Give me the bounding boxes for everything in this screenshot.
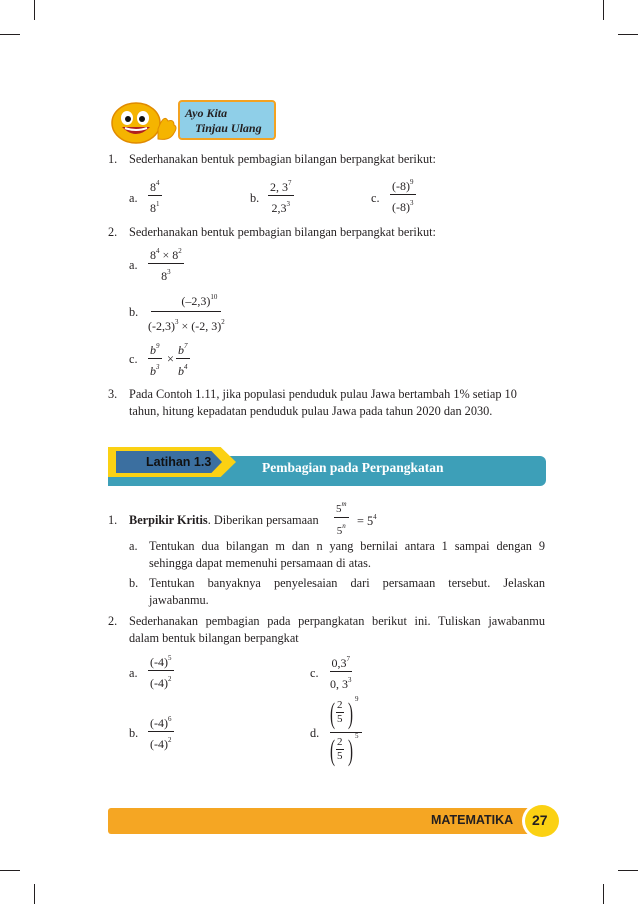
item-text: jawabanmu. (149, 593, 209, 607)
times-sign: × (181, 319, 189, 333)
item-label: d. (310, 726, 320, 740)
fraction (148, 339, 162, 378)
exponent: 3 (348, 676, 352, 684)
item-label: b. (250, 191, 260, 205)
fraction (268, 176, 294, 215)
badge-line2: Tinjau Ulang (195, 121, 262, 135)
paren-left: ( (330, 697, 335, 730)
exponent: 2 (168, 736, 172, 744)
base: b (150, 343, 156, 357)
exponent: 1 (156, 200, 160, 208)
footer-subject: MATEMATIKA (431, 813, 514, 827)
exponent: 9 (355, 695, 359, 703)
base: (-8) (392, 200, 410, 214)
inner-fraction (336, 699, 344, 726)
item-label: b. (129, 576, 139, 590)
exponent: 5 (355, 732, 359, 740)
section-title: Pembagian pada Perpangkatan (262, 460, 444, 475)
crop-mark (34, 0, 35, 20)
question-text (129, 512, 319, 528)
question-number: 2. (108, 225, 118, 239)
page-number: 27 (532, 812, 548, 828)
base: 8 (161, 269, 168, 283)
equals: = 5 (357, 514, 374, 528)
exponent: 2 (221, 318, 225, 326)
crop-mark (603, 884, 604, 904)
base: b (178, 364, 184, 378)
times-sign: × (162, 248, 170, 262)
base: 8 (150, 180, 156, 194)
item-label: b. (129, 726, 139, 740)
question-text: Sederhanakan bentuk pembagian bilangan berpangkat berikut: (129, 152, 436, 166)
fraction (148, 176, 162, 215)
base: 2,3 (271, 201, 287, 215)
equation-rhs (357, 509, 377, 529)
base: (-4) (150, 676, 168, 690)
item-label: a. (129, 258, 138, 272)
exponent: 4 (373, 513, 377, 521)
base: b (178, 343, 184, 357)
base: 8 (150, 248, 156, 262)
exponent: 2 (178, 247, 182, 255)
numerator: 2 (337, 699, 343, 711)
base: (-4) (150, 655, 168, 669)
item-label: c. (371, 191, 380, 205)
question-text-rest: . Diberikan persamaan (207, 513, 319, 527)
exponent: 7 (184, 342, 188, 350)
base: (–2,3) (181, 294, 211, 308)
exponent: 4 (156, 247, 160, 255)
exponent: n (342, 522, 346, 530)
exponent: 9 (156, 342, 160, 350)
crop-mark (603, 0, 604, 20)
base: 2, 3 (270, 180, 288, 194)
times-sign: × (167, 352, 174, 366)
base: 8 (150, 201, 156, 215)
base: (-2,3) (148, 319, 175, 333)
question-number: 3. (108, 387, 118, 401)
fraction (334, 497, 349, 538)
exponent: 3 (156, 363, 160, 371)
exponent: 7 (288, 179, 292, 187)
exponent: 9 (410, 178, 414, 186)
item-text: Tentukan dua bilangan m dan n yang bernilai antara 1 sampai dengan 9 (149, 539, 545, 553)
item-text: Tentukan banyaknya penyelesaian dari persamaan tersebut. Jelaskan (149, 576, 545, 590)
item-label: c. (310, 666, 319, 680)
question-text: Pada Contoh 1.11, jika populasi penduduk pulau Jawa bertambah 1% setiap 10 (129, 387, 517, 401)
base: 5 (336, 525, 343, 537)
item-text: sehingga dapat memenuhi persamaan di atas. (149, 556, 371, 570)
exponent: 4 (184, 363, 188, 371)
fraction (146, 290, 227, 333)
exponent: m (341, 500, 347, 508)
base: (-2, 3) (191, 319, 222, 333)
question-text: tahun, hitung kepadatan penduduk pulau Jawa pada tahun 2020 dan 2030. (129, 404, 493, 418)
exponent: 3 (410, 199, 414, 207)
base: (-8) (392, 179, 410, 193)
paren-left: ( (330, 734, 335, 767)
item-label: a. (129, 539, 138, 553)
exponent: 7 (346, 655, 350, 663)
denominator: 5 (337, 750, 343, 762)
bold-term: Berpikir Kritis (129, 513, 208, 527)
base: 0, 3 (330, 677, 348, 691)
exponent: 5 (168, 654, 172, 662)
question-text: Sederhanakan bentuk pembagian bilangan berpangkat berikut: (129, 225, 436, 239)
exponent: 10 (210, 293, 218, 301)
base: (-4) (150, 737, 168, 751)
exponent: 3 (167, 268, 171, 276)
question-text: Sederhanakan pembagian pada perpangkatan berikut ini. Tuliskan jawabanmu (129, 614, 545, 628)
numerator: 2 (337, 736, 343, 748)
base: 0,3 (331, 656, 347, 670)
nested-fraction (330, 697, 370, 771)
base: 8 (172, 248, 179, 262)
crop-mark (0, 34, 20, 35)
crop-mark (0, 870, 20, 871)
crop-mark (34, 884, 35, 904)
item-label: c. (129, 352, 138, 366)
exponent: 4 (156, 179, 160, 187)
question-number: 1. (108, 152, 118, 166)
paren-right: ) (348, 734, 353, 767)
base: (-4) (150, 716, 168, 730)
ayo-kita-badge (178, 100, 276, 140)
crop-mark (618, 34, 638, 35)
smiley-mascot-icon (106, 99, 184, 145)
exponent: 2 (168, 675, 172, 683)
base: 5 (336, 503, 342, 515)
item-label: a. (129, 666, 138, 680)
item-label: a. (129, 191, 138, 205)
exponent: 3 (175, 318, 179, 326)
denominator: 5 (337, 713, 343, 725)
paren-right: ) (348, 697, 353, 730)
fraction (148, 651, 174, 690)
crop-mark (618, 870, 638, 871)
latihan-label: Latihan 1.3 (146, 455, 212, 469)
fraction (148, 244, 184, 283)
inner-fraction (336, 736, 344, 763)
fraction (328, 652, 354, 691)
exponent: 3 (286, 200, 290, 208)
base: b (150, 364, 156, 378)
badge-line1: Ayo Kita (185, 106, 228, 120)
exponent: 6 (168, 715, 172, 723)
fraction (390, 175, 416, 214)
question-number: 2. (108, 614, 118, 628)
fraction (148, 712, 174, 751)
item-label: b. (129, 305, 139, 319)
question-text: dalam bentuk bilangan berpangkat (129, 631, 299, 645)
question-number: 1. (108, 513, 118, 527)
fraction (176, 339, 190, 378)
